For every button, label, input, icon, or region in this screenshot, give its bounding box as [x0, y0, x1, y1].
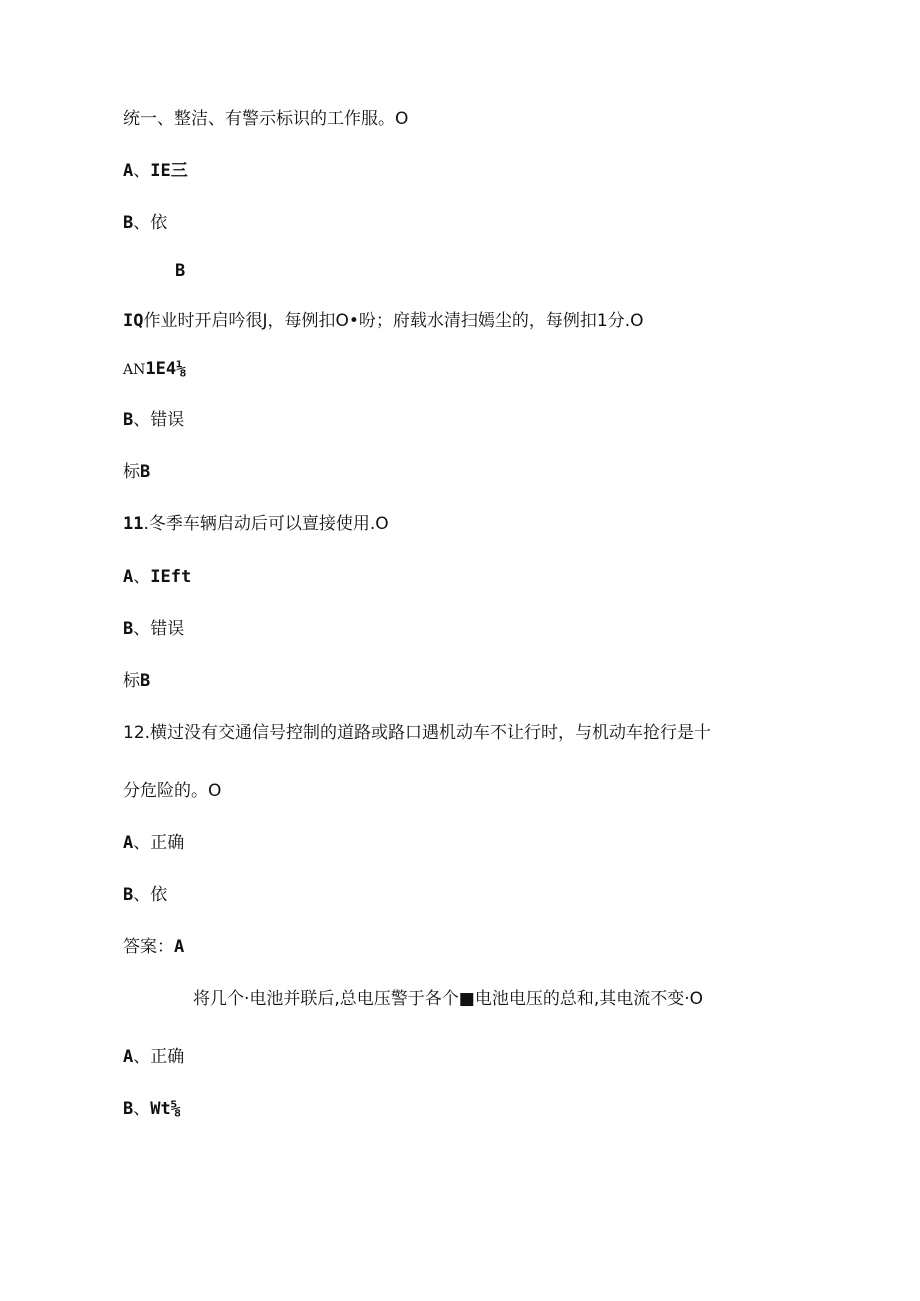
answer-letter: B — [175, 261, 186, 281]
option-b — [123, 409, 184, 431]
question-text-continuation — [123, 780, 221, 802]
question-number: 11 — [123, 514, 144, 534]
answer-letter-line — [175, 260, 185, 282]
answer-line — [123, 461, 150, 483]
option-letter: AN — [123, 362, 146, 378]
answer-value: B — [140, 462, 151, 482]
option-text: 依 — [150, 885, 168, 905]
answer-line — [123, 670, 150, 692]
question-text-line — [123, 108, 408, 130]
answer-value: B — [140, 671, 151, 691]
option-letter: B — [123, 619, 134, 639]
option-letter: B — [123, 885, 134, 905]
option-letter: B — [123, 213, 134, 233]
question-text: 12.横过没有交通信号控制的道路或路口遇机动车不让行时，与机动车抢行是十 — [123, 723, 712, 743]
option-separator: 、 — [133, 213, 151, 233]
question-text: .冬季车辆启动后可以亶接使用.O — [143, 514, 389, 534]
option-a — [123, 832, 184, 854]
option-separator: 、 — [133, 567, 151, 587]
option-text: 正确 — [150, 833, 185, 853]
answer-label: 标 — [123, 671, 140, 691]
question-text: 将几个·电池并联后,总电压警于各个■电池电压的总和,其电流不变·O — [193, 989, 704, 1009]
question-number: IQ — [123, 311, 144, 331]
answer-value: A — [174, 937, 185, 957]
option-separator: 、 — [133, 885, 151, 905]
option-text: 正确 — [150, 1047, 185, 1067]
option-separator: 、 — [133, 1047, 151, 1067]
answer-label: 标 — [123, 462, 140, 482]
question-text-line — [123, 513, 389, 535]
option-text: 1E4⅛ — [145, 359, 187, 379]
option-text: 错误 — [150, 410, 185, 430]
option-text: 错误 — [150, 619, 185, 639]
option-separator: 、 — [133, 410, 151, 430]
option-separator: 、 — [133, 1099, 151, 1119]
question-text-line — [123, 722, 711, 744]
option-letter: A — [123, 567, 134, 587]
option-b — [123, 884, 167, 906]
option-separator: 、 — [133, 161, 151, 181]
answer-line — [123, 936, 184, 958]
option-b — [123, 1098, 181, 1120]
option-letter: A — [123, 833, 134, 853]
option-letter: A — [123, 161, 134, 181]
option-separator: 、 — [133, 833, 151, 853]
option-letter: B — [123, 410, 134, 430]
option-separator: 、 — [133, 619, 151, 639]
option-b — [123, 212, 167, 234]
option-b — [123, 618, 184, 640]
option-a — [123, 1046, 184, 1068]
option-text: IE三 — [150, 161, 188, 181]
option-text: Wt⅝ — [150, 1099, 181, 1119]
option-a — [123, 358, 186, 381]
option-text: IEft — [150, 567, 192, 587]
question-text-line — [123, 310, 644, 332]
option-a — [123, 566, 191, 588]
answer-label: 答案： — [123, 937, 174, 957]
option-letter: B — [123, 1099, 134, 1119]
question-text: 统一、整洁、有警示标识的工作服。O — [123, 109, 409, 129]
question-text: 作业时开启吟很J，每例扣O•吩；府载水清扫嫣尘的，每例扣1分.O — [143, 311, 644, 331]
question-text: 分危险的。O — [123, 781, 222, 801]
option-letter: A — [123, 1047, 134, 1067]
option-text: 依 — [150, 213, 168, 233]
question-text-line — [193, 988, 703, 1010]
option-a — [123, 160, 188, 182]
